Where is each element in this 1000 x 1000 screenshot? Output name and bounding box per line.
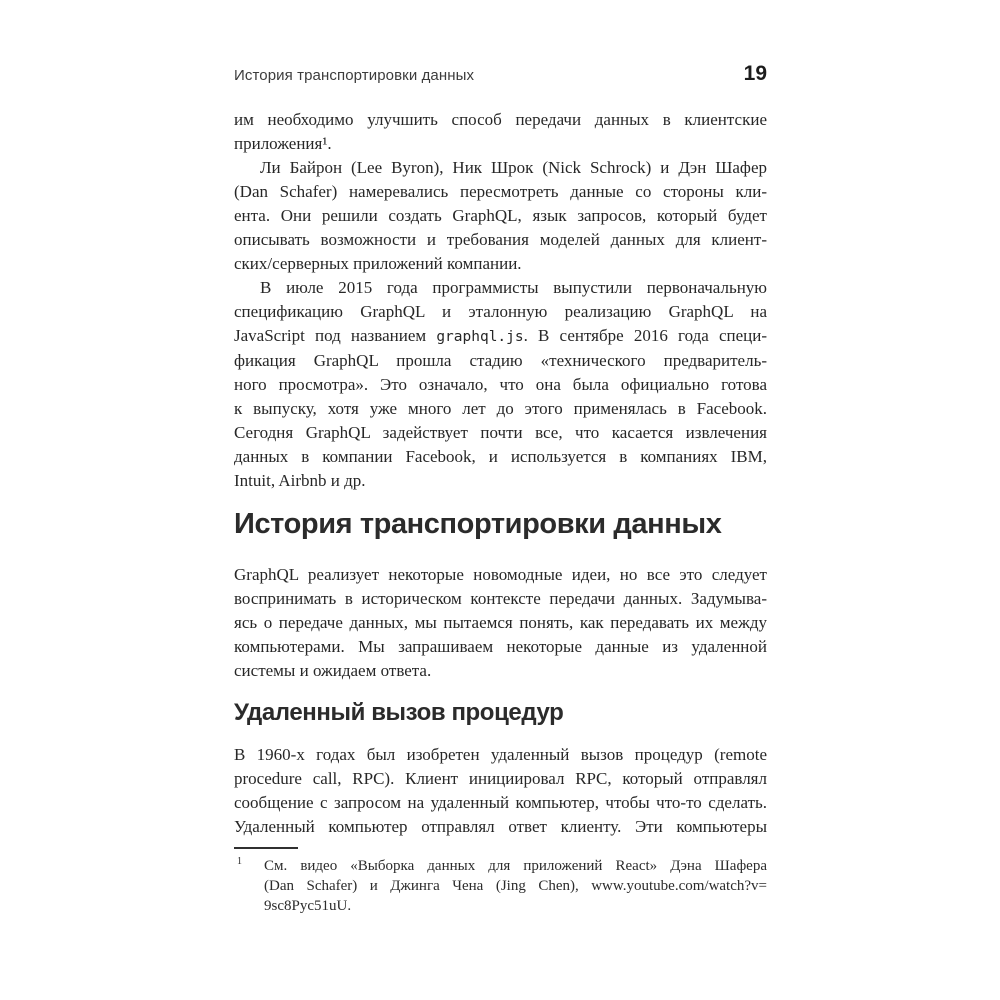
text-line: воспринимать в историческом контексте передачи данных. Задумыва- [234, 589, 767, 608]
text-line: Ли Байрон (Lee Byron), Ник Шрок (Nick Schrock) и Дэн Шафер [260, 158, 767, 177]
paragraph [234, 743, 767, 839]
footnote-divider [234, 847, 298, 849]
page-column [234, 62, 767, 916]
footnote [234, 847, 767, 916]
text-line: В июле 2015 года программисты выпустили первоначальную [260, 278, 767, 297]
paragraph [234, 563, 767, 683]
text-line: приложения¹. [234, 134, 332, 153]
paragraph [234, 276, 767, 493]
text-line: ясь о передаче данных, мы пытаемся понять, как передавать их между [234, 613, 767, 632]
text-line: данных в компании Facebook, и используется в компаниях IBM, [234, 447, 767, 466]
text-line: Сегодня GraphQL задействует почти все, что касается извлечения [234, 423, 767, 442]
text-line: системы и ожидаем ответа. [234, 661, 432, 680]
inline-code: graphql.js [436, 329, 524, 345]
text-line: фикация GraphQL прошла стадию «технического предваритель- [234, 351, 767, 370]
text-line: (Dan Schafer) намеревались пересмотреть данные со стороны кли- [234, 182, 767, 201]
running-head [234, 62, 767, 88]
running-head-title: История транспортировки данных [234, 67, 475, 84]
footnote-marker: 1 [237, 856, 242, 867]
text-line: В 1960-х годах был изобретен удаленный вызов процедур (remote [234, 745, 767, 764]
footnote-line: (Dan Schafer) и Джинга Чена (Jing Chen), www.youtube.com/watch?v= [264, 878, 767, 894]
text-line: им необходимо улучшить способ передачи данных в клиентские [234, 110, 767, 129]
text-line: к выпуску, хотя уже много лет до этого применялась в Facebook. [234, 399, 767, 418]
text-line: JavaScript под названием graphql.js. В сентябре 2016 года специ- [234, 326, 767, 345]
text-line: Удаленный компьютер отправлял ответ клиенту. Эти компьютеры [234, 817, 767, 836]
footnote-line: См. видео «Выборка данных для приложений React» Дэна Шафера [264, 858, 767, 874]
text-line: ента. Они решили создать GraphQL, язык запросов, который будет [234, 206, 767, 225]
subsection-heading: Удаленный вызов процедур [234, 699, 564, 726]
page-number: 19 [743, 62, 767, 85]
section-heading: История транспортировки данных [234, 508, 722, 540]
page-body [234, 108, 767, 839]
footnote-body [234, 856, 767, 916]
text-line: GraphQL реализует некоторые новомодные идеи, но все это следует [234, 565, 767, 584]
footnote-line: 9sc8Pyc51uU. [264, 898, 352, 914]
text-line: сообщение с запросом на удаленный компьютер, чтобы что-то сделать. [234, 793, 767, 812]
paragraph [234, 108, 767, 156]
text-line: procedure call, RPC). Клиент инициировал RPC, который отправлял [234, 769, 767, 788]
text-line: компьютерами. Мы запрашиваем некоторые данные из удаленной [234, 637, 767, 656]
text-line: ного просмотра». Это означало, что она была официально готова [234, 375, 767, 394]
text-line: Intuit, Airbnb и др. [234, 471, 366, 490]
paragraph [234, 156, 767, 276]
text-line: описывать возможности и требования моделей данных для клиент- [234, 230, 767, 249]
text-line: ских/серверных приложений компании. [234, 254, 522, 273]
text-line: спецификацию GraphQL и эталонную реализацию GraphQL на [234, 302, 767, 321]
